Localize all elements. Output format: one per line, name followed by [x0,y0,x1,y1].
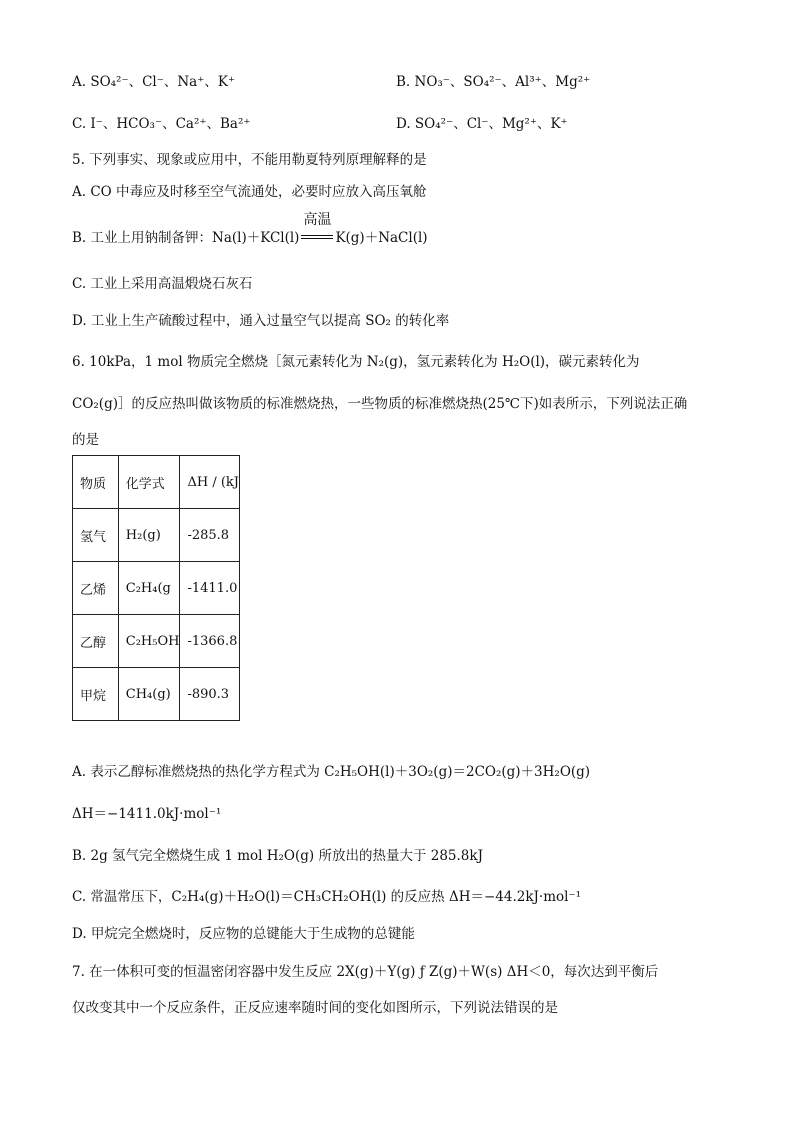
condition-label: 高温 [303,212,332,228]
cell-formula: CH₄(g) [118,668,180,721]
cell-substance: 乙醇 [73,615,119,668]
q7-stem-line1: 7. 在一体积可变的恒温密闭容器中发生反应 2X(g)＋Y(g) ƒ Z(g)＋W(s) ΔH＜0，每次达到平衡后 [72,964,659,980]
table-header-row [73,456,240,509]
header-formula: 化学式 [118,456,180,509]
q7-stem-line2: 仅改变其中一个反应条件，正反应速率随时间的变化如图所示，下列说法错误的是 [72,1000,558,1016]
double-line [301,235,333,239]
q4-option-a: A. SO₄²⁻、Cl⁻、Na⁺、K⁺ [72,74,236,90]
q5-option-c: C. 工业上采用高温煅烧石灰石 [72,276,253,292]
combustion-heat-table [72,455,240,721]
cell-value: -890.3 [180,668,240,721]
q6-stem-line3: 的是 [72,432,99,448]
q6-option-d: D. 甲烷完全燃烧时，反应物的总键能大于生成物的总键能 [72,926,415,942]
q6-option-c: C. 常温常压下，C₂H₄(g)＋H₂O(l)＝CH₃CH₂OH(l) 的反应热 ΔH＝−44.2kJ·mol⁻¹ [72,889,581,905]
cell-value: -1411.0 [180,562,240,615]
q5-option-b [72,212,428,248]
q6-stem-line2: CO₂(g)］的反应热叫做该物质的标准燃烧热，一些物质的标准燃烧热(25℃下)如表所示，下列说法正确 [72,396,688,412]
table-row [73,562,240,615]
reaction-condition [301,212,333,248]
table-row [73,615,240,668]
cell-formula: H₂(g) [118,509,180,562]
cell-formula: C₂H₄(g [118,562,180,615]
q6-option-a-line2: ΔH＝−1411.0kJ·mol⁻¹ [72,806,222,822]
q5-stem: 5. 下列事实、现象或应用中，不能用勒夏特列原理解释的是 [72,152,427,168]
table-row [73,668,240,721]
cell-value: -285.8 [180,509,240,562]
cell-substance: 氢气 [73,509,119,562]
table-row [73,509,240,562]
q5-option-b-right: K(g)＋NaCl(l) [335,230,428,246]
q4-option-c: C. I⁻、HCO₃⁻、Ca²⁺、Ba²⁺ [72,116,251,132]
cell-value: -1366.8 [180,615,240,668]
q6-option-b: B. 2g 氢气完全燃烧生成 1 mol H₂O(g) 所放出的热量大于 285.8kJ [72,848,483,864]
q4-option-d: D. SO₄²⁻、Cl⁻、Mg²⁺、K⁺ [396,116,568,132]
header-substance: 物质 [73,456,119,509]
cell-formula: C₂H₅OH [118,615,180,668]
q5-option-d: D. 工业上生产硫酸过程中，通入过量空气以提高 SO₂ 的转化率 [72,313,450,329]
q6-stem-line1: 6. 10kPa，1 mol 物质完全燃烧［氮元素转化为 N₂(g)，氢元素转化为 H₂O(l)，碳元素转化为 [72,354,640,370]
cell-substance: 乙烯 [73,562,119,615]
q4-option-b: B. NO₃⁻、SO₄²⁻、Al³⁺、Mg²⁺ [396,74,591,90]
cell-substance: 甲烷 [73,668,119,721]
q5-option-a: A. CO 中毒应及时移至空气流通处，必要时应放入高压氧舱 [72,184,427,200]
header-delta-h: ΔH / (kJ [180,456,240,509]
q5-option-b-left: B. 工业上用钠制备钾：Na(l)＋KCl(l) [72,230,300,246]
q6-option-a-line1: A. 表示乙醇标准燃烧热的热化学方程式为 C₂H₅OH(l)＋3O₂(g)＝2CO₂(g)＋3H₂O(g) [72,764,591,780]
